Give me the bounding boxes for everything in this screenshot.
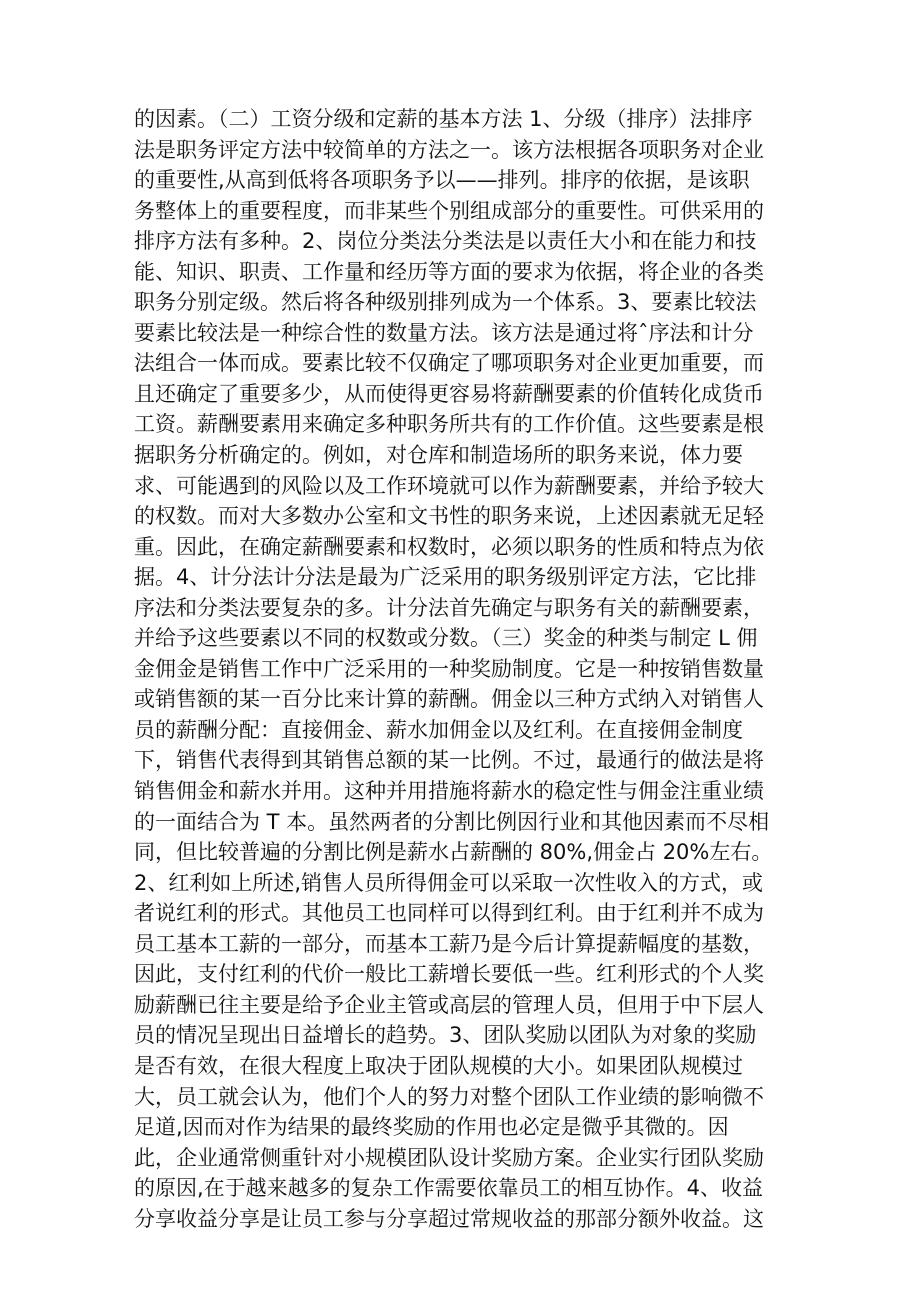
text-line: 大，员工就会认为，他们个人的努力对整个团队工作业绩的影响微不: [134, 1084, 764, 1109]
text-line: 的权数。而对大多数办公室和文书性的职务来说，上述因素就无足轻: [134, 504, 764, 529]
text-line: 工资。薪酬要素用来确定多种职务所共有的工作价值。这些要素是根: [134, 412, 764, 437]
text-line: 下，销售代表得到其销售总额的某一比例。不过，最通行的做法是将: [134, 748, 764, 773]
text-line: 序法和分类法要复杂的多。计分法首先确定与职务有关的薪酬要素，: [134, 595, 764, 620]
text-line: 的因素。（二）工资分级和定薪的基本方法 1、分级（排序）法排序: [134, 107, 753, 131]
text-line: 员的情况呈现出日益增长的趋势。3、团队奖励以团队为对象的奖励: [134, 1023, 757, 1048]
text-line: 员工基本工薪的一部分，而基本工薪乃是今后计算提薪幅度的基数，: [134, 931, 764, 956]
text-line: 法是职务评定方法中较简单的方法之一。该方法根据各项职务对企业: [134, 137, 764, 162]
text-line: 能、知识、职责、工作量和经历等方面的要求为依据，将企业的各类: [134, 259, 764, 284]
text-line: 排序方法有多种。2、岗位分类法分类法是以责任大小和在能力和技: [134, 229, 757, 254]
body-text: [134, 104, 794, 1234]
text-line: 2、红利如上所述,销售人员所得佣金可以采取一次性收入的方式，或: [134, 870, 764, 895]
text-line: 销售佣金和薪水并用。这种并用措施将薪水的稳定性与佣金注重业绩: [134, 779, 764, 804]
text-line: 足道,因而对作为结果的最终奖励的作用也必定是微乎其微的。因: [134, 1115, 729, 1140]
text-line: 者说红利的形式。其他员工也同样可以得到红利。由于红利并不成为: [134, 901, 764, 926]
text-line: 的重要性,从高到低将各项职务予以——排列。排序的依据，是该职: [134, 168, 750, 193]
text-line: 此，企业通常侧重针对小规模团队设计奖励方案。企业实行团队奖励: [134, 1145, 764, 1170]
text-line: 法组合一体而成。要素比较不仅确定了哪项职务对企业更加重要，而: [134, 351, 764, 376]
text-line: 重。因此，在确定薪酬要素和权数时，必须以职务的性质和特点为依: [134, 534, 764, 559]
text-line: 职务分别定级。然后将各种级别排列成为一个体系。3、要素比较法: [134, 290, 757, 315]
text-line: 的一面结合为 T 本。虽然两者的分割比例因行业和其他因素而不尽相: [134, 809, 770, 834]
text-line: 务整体上的重要程度，而非某些个别组成部分的重要性。可供采用的: [134, 198, 764, 223]
text-line: 分享收益分享是让员工参与分享超过常规收益的那部分额外收益。这: [134, 1206, 764, 1231]
text-line: 且还确定了重要多少，从而使得更容易将薪酬要素的价值转化成货币: [134, 381, 764, 406]
text-line: 求、可能遇到的风险以及工作环境就可以作为薪酬要素，并给予较大: [134, 473, 764, 498]
text-line: 因此，支付红利的代价一般比工薪增长要低一些。红利形式的个人奖: [134, 962, 764, 987]
text-line: 的原因,在于越来越多的复杂工作需要依靠员工的相互协作。4、收益: [134, 1176, 764, 1201]
text-line: 据。4、计分法计分法是最为广泛采用的职务级别评定方法，它比排: [134, 565, 757, 590]
text-line: 同，但比较普遍的分割比例是薪水占薪酬的 80%,佣金占 20%左右。: [134, 840, 773, 865]
text-line: 励薪酬已往主要是给予企业主管或高层的管理人员，但用于中下层人: [134, 992, 764, 1017]
text-line: 据职务分析确定的。例如，对仓库和制造场所的职务来说，体力要: [134, 443, 743, 468]
text-line: 并给予这些要素以不同的权数或分数。（三）奖金的种类与制定 L 佣: [134, 626, 758, 651]
text-line: 是否有效，在很大程度上取决于团队规模的大小。如果团队规模过: [134, 1053, 743, 1078]
text-line: 员的薪酬分配：直接佣金、薪水加佣金以及红利。在直接佣金制度: [134, 717, 743, 742]
text-line: 或销售额的某一百分比来计算的薪酬。佣金以三种方式纳入对销售人: [134, 687, 764, 712]
text-line: 金佣金是销售工作中广泛采用的一种奖励制度。它是一种按销售数量: [134, 656, 764, 681]
text-line: 要素比较法是一种综合性的数量方法。该方法是通过将ˆ序法和计分: [134, 320, 754, 345]
